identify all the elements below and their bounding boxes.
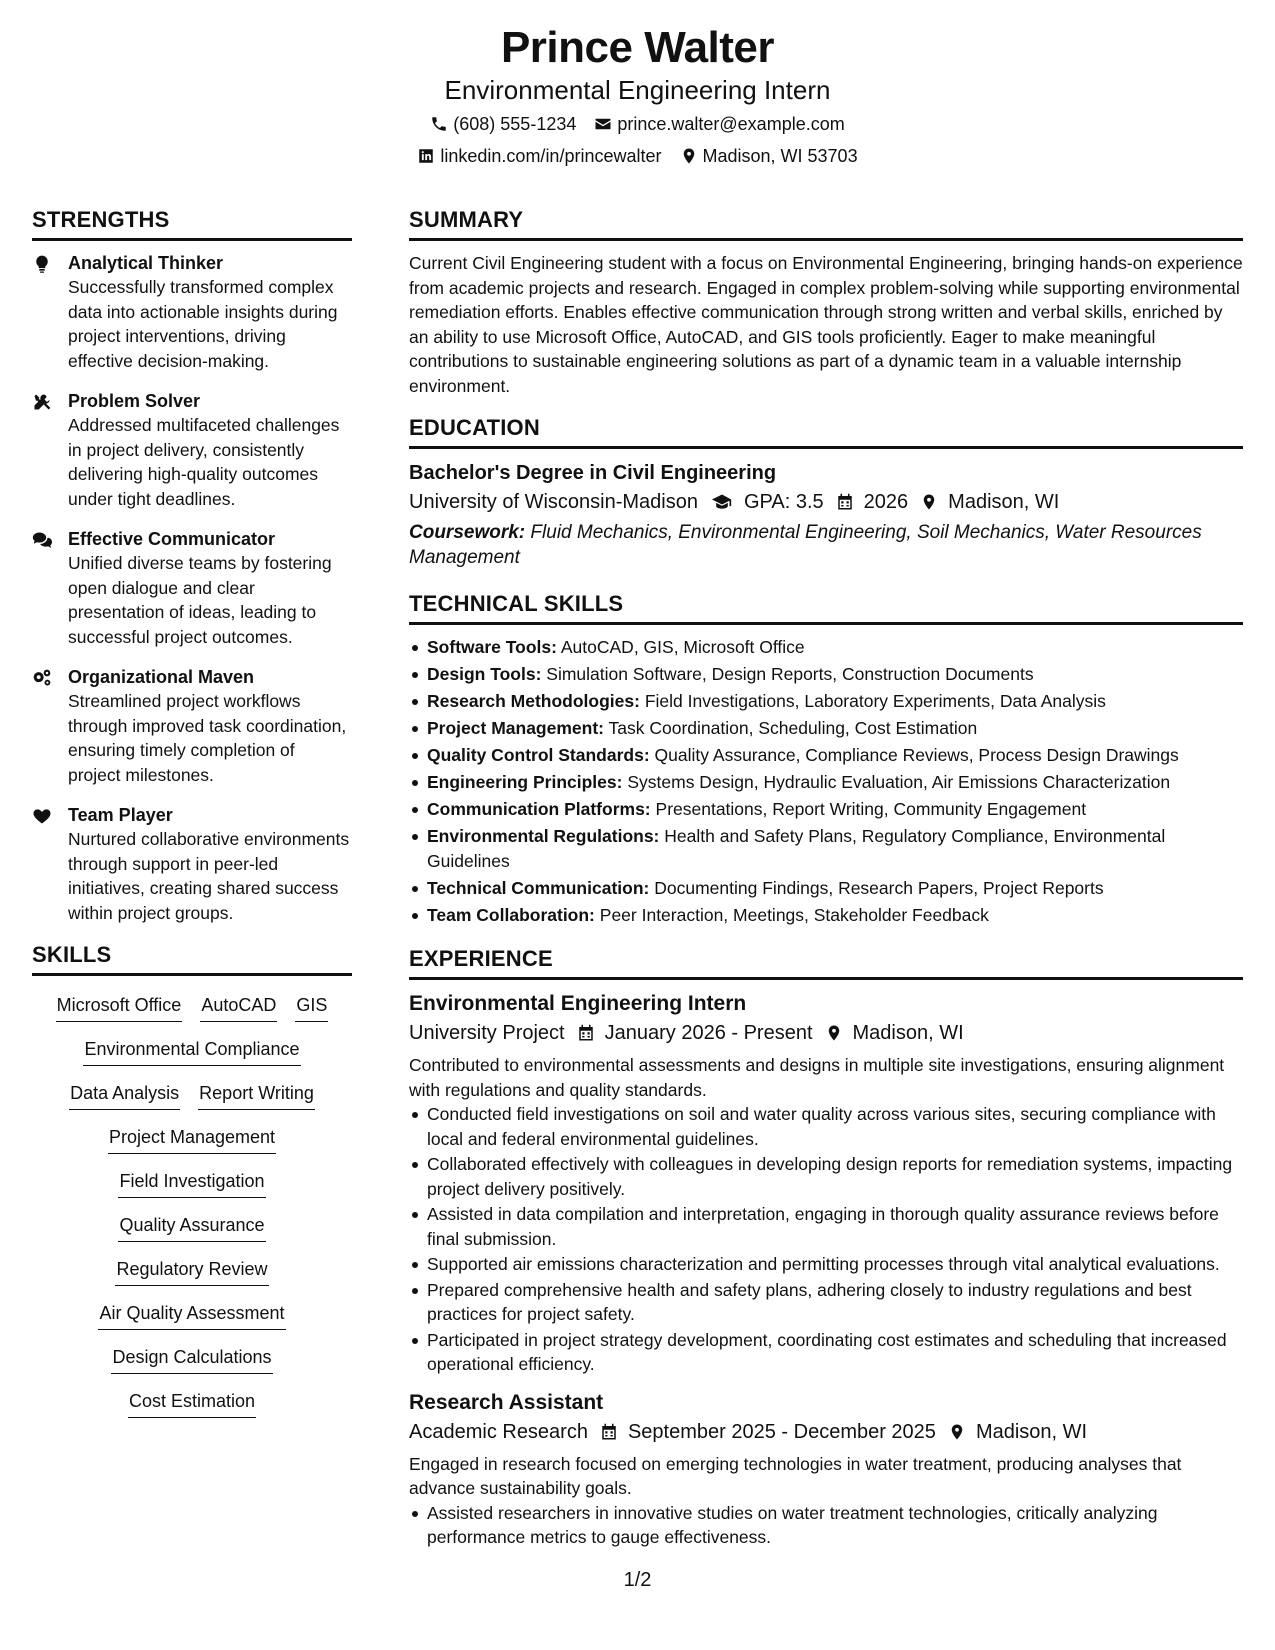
strength-title: Team Player [68,805,173,825]
skill-value: Health and Safety Plans, Regulatory Compliance, Environmental Guidelines [427,826,1166,871]
strength-item [32,251,352,373]
strength-desc: Nurtured collaborative environments through support in peer-led initiatives, creating shared success within project groups. [68,829,350,923]
school-name [409,487,698,517]
calendar-icon [577,1024,595,1042]
list-item [409,903,1243,928]
strength-desc: Unified diverse teams by fostering open dialogue and clear presentation of ideas, leading to successful project outcomes. [68,553,332,647]
resume-header [0,22,1275,168]
strength-title: Analytical Thinker [68,253,224,273]
strengths-heading: STRENGTHS [32,206,352,241]
skill-label: Software Tools: [427,637,557,657]
skill-tag: Data Analysis [69,1080,180,1110]
linkedin-icon [417,147,435,165]
education-meta [409,487,1243,517]
job-desc: Engaged in research focused on emerging technologies in water treatment, producing analyses that advance sustainability goals. [409,1453,1182,1498]
right-column [409,206,1243,1551]
job-desc: Contributed to environmental assessments and designs in multiple site investigations, ensuring alignment with regulations and quality standards. [409,1055,1225,1100]
strength-title: Effective Communicator [68,529,276,549]
location-text: Madison, WI 53703 [702,146,858,166]
skill-value: Peer Interaction, Meetings, Stakeholder Feedback [599,904,989,925]
tools-icon [32,392,52,412]
comments-icon [32,530,52,550]
phone-icon [430,115,448,133]
skill-value: Simulation Software, Design Reports, Construction Documents [546,664,1034,684]
list-item [409,876,1243,901]
candidate-role: Environmental Engineering Intern [444,75,831,105]
job-org [409,1417,588,1447]
job-meta [409,1018,1243,1048]
email-contact [594,112,844,136]
cogs-icon [32,668,52,688]
phone-text[interactable]: (608) 555-1234 [453,114,577,134]
skill-value: AutoCAD, GIS, Microsoft Office [560,637,805,657]
skill-value: Systems Design, Hydraulic Evaluation, Air Emissions Characterization [627,772,1171,792]
strength-item [32,389,352,511]
list-item [409,743,1243,768]
gpa [710,487,824,517]
skill-tag: Report Writing [198,1080,315,1110]
list-item [409,716,1243,741]
strength-item [32,527,352,649]
location-text: Madison, WI [975,1420,1088,1443]
strength-title: Organizational Maven [68,667,255,687]
job-entry [409,990,1243,1377]
strength-item [32,803,352,925]
strength-title: Problem Solver [68,391,201,411]
lightbulb-icon [32,254,52,274]
skill-tag: Air Quality Assessment [98,1300,285,1330]
list-item: Assisted researchers in innovative studies on water treatment technologies, critically analyzing performance metrics to gauge effectiveness. [409,1501,1243,1550]
map-marker-icon [680,147,698,165]
graduation-cap-icon [710,492,734,512]
map-marker-icon [825,1024,843,1042]
list-item: Conducted field investigations on soil and water quality across various sites, securing compliance with local and federal environmental guidelines. [409,1102,1243,1151]
calendar-icon [836,493,854,511]
location-text: Madison, WI [852,1022,964,1044]
skill-label: Environmental Regulations: [427,826,660,846]
job-title: Research Assistant [409,1390,604,1414]
skill-tag: GIS [295,992,328,1022]
list-item [409,770,1243,795]
graduation-year [836,487,909,517]
skill-value: Task Coordination, Scheduling, Cost Estimation [608,718,978,738]
list-item: Collaborated effectively with colleagues in developing design reports for remediation systems, impacting project delivery positively. [409,1152,1243,1201]
skill-label: Design Tools: [427,664,542,684]
list-item [409,662,1243,687]
skill-value: Presentations, Report Writing, Community Engagement [655,799,1087,819]
skill-tag: Design Calculations [111,1344,272,1374]
job-bullets [409,1102,1243,1377]
job-org [409,1018,565,1048]
degree-title: Bachelor's Degree in Civil Engineering [409,462,777,484]
strength-desc: Addressed multifaceted challenges in project delivery, consistently delivering high-quality outcomes under tight deadlines. [68,415,340,509]
coursework [409,520,1243,570]
year-text: 2026 [863,491,909,513]
skill-value: Documenting Findings, Research Papers, Project Reports [654,877,1104,898]
skill-label: Research Methodologies: [427,691,640,711]
map-marker-icon [920,493,938,511]
linkedin-contact [417,144,661,168]
strength-desc: Streamlined project workflows through improved task coordination, ensuring timely completion of project milestones. [68,691,347,785]
list-item: Assisted in data compilation and interpretation, engaging in thorough quality assurance reviews before final submission. [409,1202,1243,1251]
job-dates [577,1018,813,1048]
skill-tag: Regulatory Review [115,1256,268,1286]
candidate-name: Prince Walter [500,23,775,72]
envelope-icon [594,115,612,133]
heart-icon [32,806,52,826]
org-text: Academic Research [409,1420,588,1443]
page-number: 1/2 [623,1569,652,1591]
skills-tags [32,986,352,1418]
email-link[interactable]: prince.walter@example.com [617,114,845,134]
job-location [948,1417,1087,1447]
contact-row-1 [0,112,1275,136]
experience-heading: EXPERIENCE [409,945,1243,980]
skill-label: Quality Control Standards: [427,745,650,765]
strength-desc: Successfully transformed complex data into actionable insights during project interventions, driving effective decision-making. [68,277,338,371]
skill-label: Technical Communication: [427,877,650,898]
technical-skills-heading: TECHNICAL SKILLS [409,590,1243,625]
gpa-text: GPA: 3.5 [743,491,824,513]
linkedin-link[interactable]: linkedin.com/in/princewalter [440,146,662,166]
skill-value: Field Investigations, Laboratory Experiments, Data Analysis [644,691,1106,711]
job-bullets [409,1501,1243,1550]
coursework-list: Fluid Mechanics, Environmental Engineering, Soil Mechanics, Water Resources Management [409,522,1202,568]
skill-tag: Microsoft Office [56,992,183,1022]
left-column [32,206,352,1418]
list-item: Supported air emissions characterization and permitting processes through vital analytical evaluations. [409,1252,1243,1277]
phone-contact [430,112,576,136]
location-text: Madison, WI [948,491,1060,513]
location-contact [680,144,858,168]
list-item: Participated in project strategy development, coordinating cost estimates and scheduling that increased operational efficiency. [409,1328,1243,1377]
school-location [920,487,1059,517]
list-item [409,824,1243,873]
summary-text: Current Civil Engineering student with a focus on Environmental Engineering, bringing hands-on experience from academic projects and research. Engaged in complex problem-solving while supporting environmental remediation efforts. Enables effective communication through strong written and verbal skills, enriched by an ability to use Microsoft Office, AutoCAD, and GIS tools proficiently. Eager to make meaningful contributions to sustainable engineering solutions as part of a dynamic team in a valuable internship environment. [409,253,1243,396]
school-text: University of Wisconsin-Madison [409,491,698,513]
job-dates [600,1417,936,1447]
skills-heading: SKILLS [32,941,352,976]
list-item [409,635,1243,660]
job-entry [409,1389,1243,1550]
skill-tag: Cost Estimation [128,1388,256,1418]
skill-tag: Project Management [108,1124,276,1154]
skill-tag: Environmental Compliance [83,1036,300,1066]
education-heading: EDUCATION [409,414,1243,449]
job-location [825,1018,964,1048]
skill-value: Quality Assurance, Compliance Reviews, Process Design Drawings [654,745,1179,765]
skill-label: Communication Platforms: [427,799,651,819]
skill-tag: Field Investigation [118,1168,265,1198]
coursework-label: Coursework: [409,522,526,543]
strength-item [32,665,352,787]
dates-text: September 2025 - December 2025 [627,1420,936,1443]
technical-skills-list [409,635,1243,927]
list-item: Prepared comprehensive health and safety plans, adhering closely to industry regulations and best practices for project safety. [409,1278,1243,1327]
list-item [409,689,1243,714]
skill-tag: AutoCAD [200,992,277,1022]
dates-text: January 2026 - Present [604,1022,813,1044]
skill-label: Team Collaboration: [427,904,595,925]
job-meta [409,1417,1243,1447]
calendar-icon [600,1423,618,1441]
skill-tag: Quality Assurance [118,1212,265,1242]
list-item [409,797,1243,822]
summary-heading: SUMMARY [409,206,1243,241]
job-title: Environmental Engineering Intern [409,992,747,1015]
skill-label: Project Management: [427,718,604,738]
map-marker-icon [948,1423,966,1441]
contact-row-2 [0,144,1275,168]
skill-label: Engineering Principles: [427,772,623,792]
org-text: University Project [409,1022,565,1044]
